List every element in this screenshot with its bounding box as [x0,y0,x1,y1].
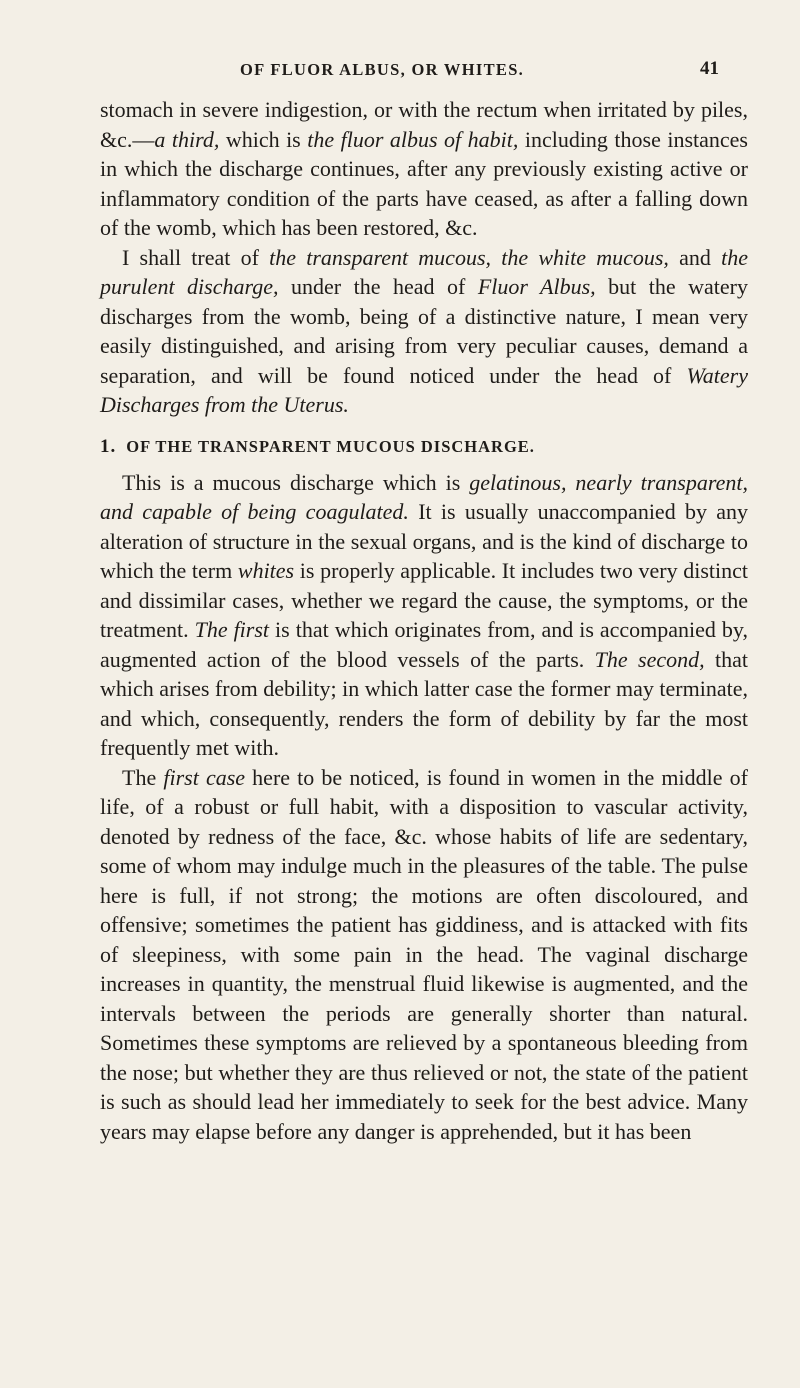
text-run: including those instances in which the discharge continues, after any previously existing active or inflammatory condition of the parts have ceased, as after a falling down of the womb, which has been restored, &c. [100,126,748,240]
italic-text: the purulent discharge, [100,244,749,299]
text-run: stomach in severe indigestion, or with the rectum when irritated by piles, &c.— [100,97,748,152]
italic-text: first case [163,764,246,790]
text-run: but the watery discharges from the womb, being of a distinctive nature, I mean very easily distinguished, and arising from very peculiar causes, demand a separation, and will be found noticed under the head of [100,274,748,388]
paragraph [100,763,748,1147]
text-run: The [122,764,164,790]
italic-text: the white mucous, [501,244,669,270]
section-title: OF THE TRANSPARENT MUCOUS DISCHARGE. [126,436,535,456]
section-heading [100,436,748,458]
text-run: that which arises from debility; in which latter case the former may terminate, and which, consequently, renders the form of debility by far the most frequently met with. [100,646,748,760]
text-run: is properly applicable. It includes two very distinct and dissimilar cases, whether we regard the cause, the symptoms, or the treatment. [100,558,748,642]
text-run: It is usually unaccompanied by any alteration of structure in the sexual organs, and is the kind of discharge to which the term [100,499,748,583]
italic-text: gelatinous, nearly transparent, and capable of being coagulated. [100,469,748,524]
paragraph [100,95,748,243]
text-run: This is a mucous discharge which is [122,469,470,495]
italic-text: the transparent mucous, [269,244,492,270]
italic-text: whites [237,558,295,583]
paragraph [100,243,748,420]
text-run: here to be noticed, is found in women in the middle of life, of a robust or full habit, with a disposition to vascular activity, denoted by redness of the face, &c. whose habits of life are sedentary, some of whom may indulge much in the pleasures of the table. The pulse here is full, if not strong; the motions are often discoloured, and offensive; sometimes the patient has giddiness, and is attacked with fits of sleepiness, with some pain in the head. The vaginal discharge increases in quantity, the menstrual fluid likewise is augmented, and the intervals between the periods are generally shorter than natural. Sometimes these symptoms are relieved by a spontaneous bleeding from the nose; but whether they are thus relieved or not, the state of the patient is such as should lead her immediately to seek for the best advice. Many years may elapse before any danger is apprehended, but it has been [100,764,749,1144]
section-number: 1. [100,435,117,457]
text-run: under the head of [278,274,478,299]
running-head: OF FLUOR ALBUS, OR WHITES. [240,60,525,79]
body-text [100,95,748,1146]
italic-text: The first [194,617,270,642]
text-run [491,245,501,270]
text-run: is that which originates from, and is accompanied by, augmented action of the blood vessels of the parts. [100,617,748,672]
italic-text: Watery Discharges from the Uterus. [100,362,748,417]
italic-text: a third, [154,126,220,152]
italic-text: the fluor albus of habit, [307,126,519,152]
text-run: and [668,244,722,270]
italic-text: The second, [594,646,705,672]
italic-text: Fluor Albus, [477,274,596,299]
page-number: 41 [700,58,719,79]
text-run: which is [219,126,308,152]
paragraph [100,468,748,763]
text-run: I shall treat of [122,244,270,270]
